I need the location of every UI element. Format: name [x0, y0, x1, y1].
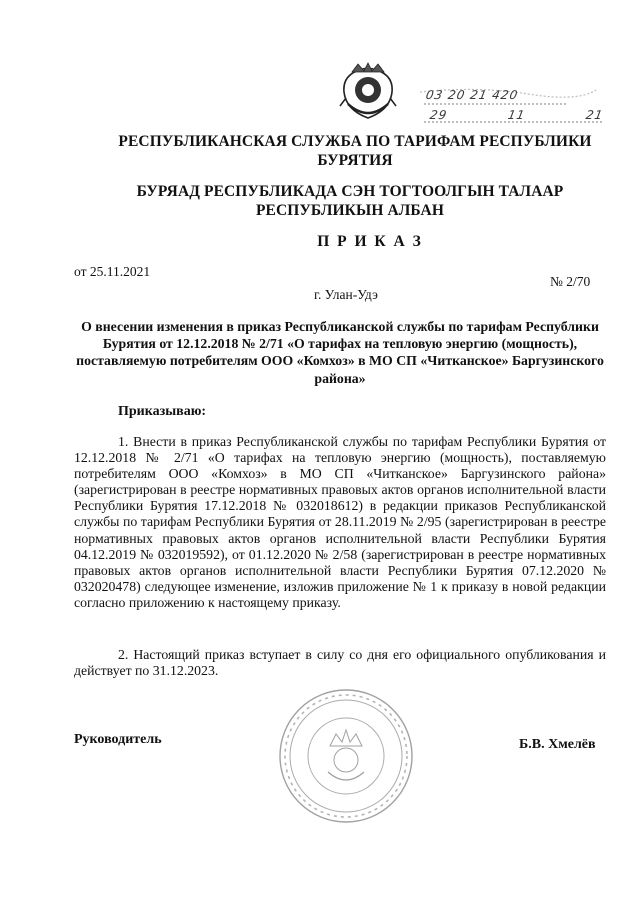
- doc-subject: О внесении изменения в приказ Республиканской службы по тарифам Республики Бурятия от 12.12.2018 № 2/71 «О тарифах на тепловую энергию (мощность), поставляемую потребителям ООО «Комхоз» в МО СП «Читканское» Баргузинского района»: [76, 319, 604, 386]
- doc-number: № 2/70: [550, 274, 591, 289]
- doc-date: от 25.11.2021: [74, 264, 151, 279]
- paragraph-2: 2. Настоящий приказ вступает в силу со дня его официального опубликования и действует по 31.12.2023.: [74, 647, 606, 679]
- official-seal-icon: [276, 686, 416, 826]
- coat-of-arms-icon: [338, 62, 398, 124]
- registration-month: 11: [506, 108, 527, 122]
- registration-number: 03 20 21 420: [424, 88, 520, 102]
- doc-city: г. Улан-Удэ: [314, 287, 378, 302]
- doc-type: П Р И К А З: [317, 233, 423, 250]
- signature-name: Б.В. Хмелёв: [519, 737, 596, 752]
- paragraph-1: 1. Внести в приказ Республиканской службы по тарифам Республики Бурятия от 12.12.2018 № 2/71 «О тарифах на тепловую энергию (мощность), поставляемую потребителям ООО «Комхоз» в МО СП «Читканское» Баргузинского района» (зарегистрирован в реестре нормативных правовых актов органов исполнительной власти Республики Бурятия 17.12.2018 № 032018612) в редакции приказов Республиканской службы по тарифам Республики Бурятия от 28.11.2019 № 2/95 (зарегистрирован в реестре нормативных правовых актов органов исполнительной власти Республики Бурятия 04.12.2019 № 032019592), от 01.12.2020 № 2/58 (зарегистрирован в реестре нормативных правовых актов органов исполнительной власти Республики Бурятия 07.12.2020 № 032020478) следующее изменение, изложив приложение № 1 к приказу в новой редакции согласно приложению к настоящему приказу.: [74, 434, 606, 610]
- order-word: Приказываю:: [118, 404, 207, 419]
- signature-position: Руководитель: [74, 732, 162, 747]
- agency-name-ru: РЕСПУБЛИКАНСКАЯ СЛУЖБА ПО ТАРИФАМ РЕСПУБЛИКИ БУРЯТИЯ: [118, 133, 592, 169]
- registration-date-line: [418, 108, 608, 130]
- registration-day: 29: [428, 108, 449, 122]
- registration-year: 21: [584, 108, 605, 122]
- agency-name-bua: БУРЯАД РЕСПУБЛИКАДА СЭН ТОГТООЛГЫН ТАЛААР РЕСПУБЛИКЫН АЛБАН: [136, 183, 564, 219]
